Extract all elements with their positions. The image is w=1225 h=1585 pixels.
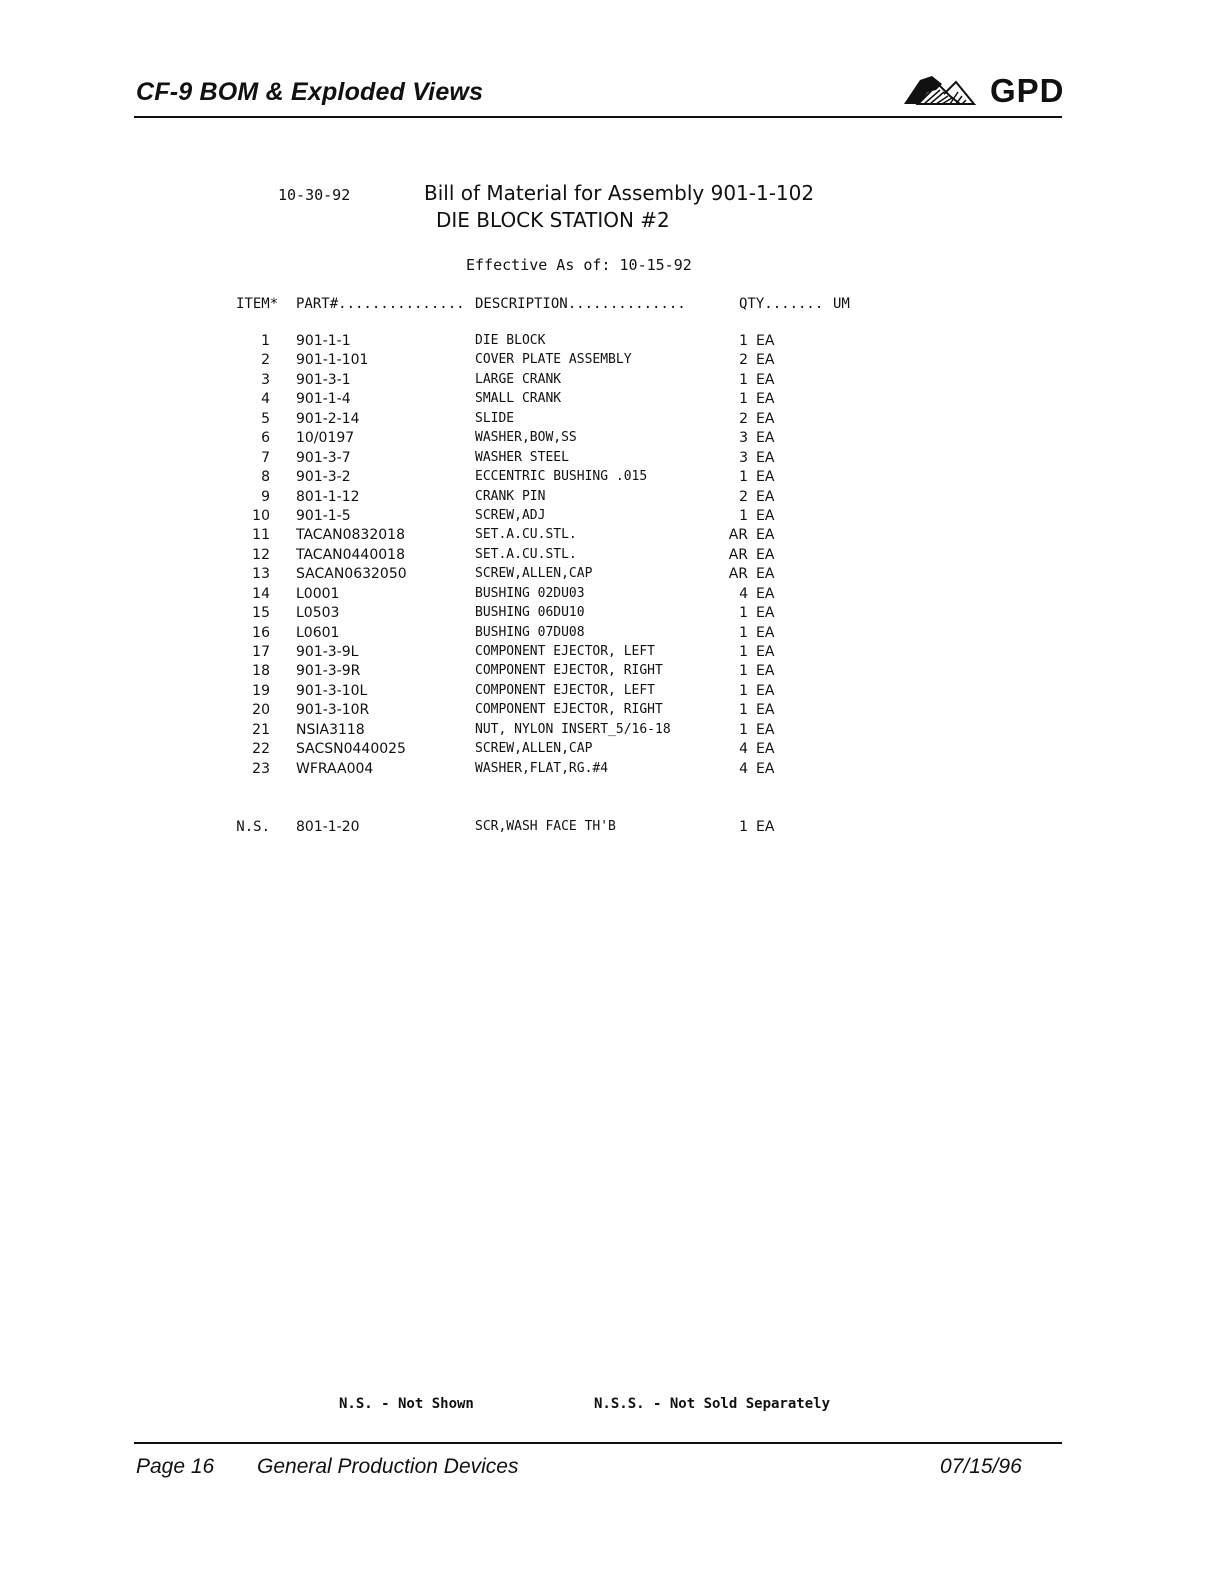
table-row bbox=[0, 702, 1225, 721]
table-row bbox=[0, 450, 1225, 469]
table-row bbox=[0, 489, 1225, 508]
item-number: 15 bbox=[252, 605, 270, 622]
page-number: Page 16 bbox=[136, 1455, 215, 1478]
table-row bbox=[0, 527, 1225, 546]
part-number: TACAN0832018 bbox=[296, 527, 405, 544]
part-description: WASHER,BOW,SS bbox=[475, 430, 577, 446]
quantity: 2 bbox=[739, 410, 748, 427]
ns-qty: 1 bbox=[739, 819, 748, 835]
ns-um: EA bbox=[756, 819, 775, 835]
quantity: 1 bbox=[739, 721, 748, 738]
part-number: 901-3-9L bbox=[296, 644, 359, 660]
table-row bbox=[0, 547, 1225, 566]
table-row bbox=[0, 469, 1225, 488]
unit-of-measure: EA bbox=[756, 682, 775, 699]
item-number: 14 bbox=[252, 585, 270, 602]
part-description: COVER PLATE ASSEMBLY bbox=[475, 352, 632, 368]
part-number: 901-1-5 bbox=[296, 507, 351, 524]
unit-of-measure: EA bbox=[756, 449, 775, 466]
part-description: SCREW,ALLEN,CAP bbox=[475, 741, 593, 757]
table-row bbox=[0, 586, 1225, 605]
unit-of-measure: EA bbox=[756, 371, 775, 388]
unit-of-measure: EA bbox=[756, 585, 775, 602]
unit-of-measure: EA bbox=[756, 644, 775, 660]
bom-date: 10-30-92 bbox=[278, 186, 351, 204]
item-number: 22 bbox=[252, 741, 270, 758]
table-row bbox=[0, 391, 1225, 410]
table-row bbox=[0, 372, 1225, 391]
table-row bbox=[0, 430, 1225, 449]
quantity: 2 bbox=[739, 352, 748, 369]
part-description: COMPONENT EJECTOR, LEFT bbox=[475, 644, 656, 659]
unit-of-measure: EA bbox=[756, 624, 775, 641]
part-description: WASHER STEEL bbox=[475, 449, 569, 465]
table-row bbox=[0, 333, 1225, 352]
unit-of-measure: EA bbox=[756, 430, 775, 447]
quantity: 1 bbox=[739, 702, 748, 719]
not-shown-row bbox=[0, 819, 1225, 838]
part-description: COMPONENT EJECTOR, LEFT bbox=[475, 682, 656, 698]
column-header-um: UM bbox=[833, 296, 850, 312]
unit-of-measure: EA bbox=[756, 702, 775, 719]
item-number: 20 bbox=[252, 702, 270, 719]
bom-title: Bill of Material for Assembly 901-1-102 bbox=[424, 181, 815, 205]
table-row bbox=[0, 625, 1225, 644]
part-description: SET.A.CU.STL. bbox=[475, 546, 577, 562]
unit-of-measure: EA bbox=[756, 488, 775, 505]
table-row bbox=[0, 411, 1225, 430]
quantity: 1 bbox=[739, 469, 748, 486]
part-description: SET.A.CU.STL. bbox=[475, 527, 577, 543]
part-number: 901-3-2 bbox=[296, 469, 351, 486]
part-description: ECCENTRIC BUSHING .015 bbox=[475, 469, 648, 485]
part-description: COMPONENT EJECTOR, RIGHT bbox=[475, 702, 663, 718]
unit-of-measure: EA bbox=[756, 566, 775, 583]
bom-subtitle: DIE BLOCK STATION #2 bbox=[436, 208, 670, 232]
table-row bbox=[0, 566, 1225, 585]
quantity: AR bbox=[728, 546, 748, 563]
part-description: NUT, NYLON INSERT_5/16-18 bbox=[475, 721, 671, 737]
footer-rule bbox=[134, 1442, 1062, 1444]
item-number: 9 bbox=[261, 488, 270, 505]
part-number: 901-3-7 bbox=[296, 449, 351, 466]
unit-of-measure: EA bbox=[756, 352, 775, 369]
legend-not-shown: N.S. - Not Shown bbox=[339, 1396, 474, 1412]
item-number: 5 bbox=[261, 410, 270, 427]
quantity: 1 bbox=[739, 333, 748, 349]
part-number: 901-3-10R bbox=[296, 702, 370, 719]
gpd-mountain-logo-icon bbox=[898, 70, 986, 114]
unit-of-measure: EA bbox=[756, 507, 775, 524]
part-number: SACAN0632050 bbox=[296, 566, 407, 583]
part-number: 10/0197 bbox=[296, 430, 355, 447]
quantity: 1 bbox=[739, 605, 748, 622]
effective-date: Effective As of: 10-15-92 bbox=[466, 256, 692, 274]
part-description: COMPONENT EJECTOR, RIGHT bbox=[475, 663, 663, 679]
quantity: 2 bbox=[739, 488, 748, 505]
quantity: 1 bbox=[739, 624, 748, 641]
unit-of-measure: EA bbox=[756, 410, 775, 427]
part-description: WASHER,FLAT,RG.#4 bbox=[475, 760, 609, 776]
unit-of-measure: EA bbox=[756, 721, 775, 738]
table-row bbox=[0, 761, 1225, 780]
unit-of-measure: EA bbox=[756, 663, 775, 680]
quantity: AR bbox=[728, 566, 748, 583]
gpd-logo bbox=[898, 70, 1065, 114]
quantity: 3 bbox=[739, 430, 748, 447]
item-number: 6 bbox=[261, 430, 270, 447]
item-number: 8 bbox=[261, 469, 270, 486]
part-number: 901-3-1 bbox=[296, 371, 351, 388]
quantity: 1 bbox=[739, 663, 748, 680]
part-number: L0601 bbox=[296, 624, 340, 641]
quantity: 1 bbox=[739, 507, 748, 524]
part-description: CRANK PIN bbox=[475, 488, 546, 504]
item-number: 17 bbox=[252, 644, 270, 660]
unit-of-measure: EA bbox=[756, 760, 775, 777]
part-number: 801-1-12 bbox=[296, 488, 360, 505]
part-description: SMALL CRANK bbox=[475, 391, 562, 407]
unit-of-measure: EA bbox=[756, 391, 775, 408]
logo-text: GPD bbox=[990, 72, 1065, 109]
part-description: BUSHING 06DU10 bbox=[475, 605, 585, 621]
item-number: 3 bbox=[261, 371, 270, 388]
table-row bbox=[0, 722, 1225, 741]
item-number: 11 bbox=[252, 527, 270, 544]
item-number: 23 bbox=[252, 760, 270, 777]
unit-of-measure: EA bbox=[756, 605, 775, 622]
quantity: 3 bbox=[739, 449, 748, 466]
part-number: TACAN0440018 bbox=[296, 546, 405, 563]
item-number: 12 bbox=[252, 546, 270, 563]
ns-item: N.S. bbox=[236, 819, 270, 835]
table-row bbox=[0, 741, 1225, 760]
quantity: 1 bbox=[739, 371, 748, 388]
item-number: 19 bbox=[252, 682, 270, 699]
quantity: 1 bbox=[739, 644, 748, 660]
document-title: CF-9 BOM & Exploded Views bbox=[136, 78, 484, 106]
quantity: 4 bbox=[739, 741, 748, 758]
table-row bbox=[0, 352, 1225, 371]
legend-not-sold-separately: N.S.S. - Not Sold Separately bbox=[594, 1396, 831, 1412]
quantity: 1 bbox=[739, 391, 748, 408]
item-number: 18 bbox=[252, 663, 270, 680]
footer-date: 07/15/96 bbox=[940, 1455, 1022, 1478]
item-number: 4 bbox=[261, 391, 270, 408]
table-row bbox=[0, 683, 1225, 702]
item-number: 21 bbox=[252, 721, 270, 738]
item-number: 13 bbox=[252, 566, 270, 583]
part-number: 901-3-9R bbox=[296, 663, 361, 680]
part-number: SACSN0440025 bbox=[296, 741, 406, 758]
part-number: 901-1-101 bbox=[296, 352, 369, 369]
quantity: 4 bbox=[739, 585, 748, 602]
column-header-description: DESCRIPTION.............. bbox=[475, 296, 686, 312]
ns-description: SCR,WASH FACE TH'B bbox=[475, 819, 616, 834]
part-description: LARGE CRANK bbox=[475, 371, 562, 387]
column-header-qty: QTY....... bbox=[739, 296, 824, 312]
quantity: 4 bbox=[739, 760, 748, 777]
unit-of-measure: EA bbox=[756, 741, 775, 758]
item-number: 7 bbox=[261, 449, 270, 466]
part-number: NSIA3118 bbox=[296, 721, 365, 738]
part-description: SCREW,ALLEN,CAP bbox=[475, 566, 593, 582]
table-row bbox=[0, 605, 1225, 624]
ns-part: 801-1-20 bbox=[296, 819, 360, 835]
item-number: 10 bbox=[252, 507, 270, 524]
part-number: L0001 bbox=[296, 585, 340, 602]
part-number: 901-1-4 bbox=[296, 391, 351, 408]
part-description: SLIDE bbox=[475, 410, 515, 426]
part-description: BUSHING 07DU08 bbox=[475, 624, 585, 640]
quantity: 1 bbox=[739, 682, 748, 699]
part-number: 901-1-1 bbox=[296, 333, 351, 349]
item-number: 16 bbox=[252, 624, 270, 641]
header-rule bbox=[134, 116, 1062, 118]
table-row bbox=[0, 644, 1225, 663]
part-number: L0503 bbox=[296, 605, 340, 622]
part-number: 901-2-14 bbox=[296, 410, 360, 427]
quantity: AR bbox=[728, 527, 748, 544]
item-number: 1 bbox=[261, 333, 270, 349]
unit-of-measure: EA bbox=[756, 333, 775, 349]
table-row bbox=[0, 508, 1225, 527]
part-description: SCREW,ADJ bbox=[475, 507, 546, 523]
part-description: DIE BLOCK bbox=[475, 333, 546, 348]
company-name: General Production Devices bbox=[257, 1455, 519, 1478]
part-number: WFRAA004 bbox=[296, 760, 374, 777]
part-description: BUSHING 02DU03 bbox=[475, 585, 585, 601]
bom-table bbox=[0, 333, 1225, 780]
table-row bbox=[0, 663, 1225, 682]
column-header-item: ITEM* bbox=[236, 296, 279, 312]
unit-of-measure: EA bbox=[756, 546, 775, 563]
column-header-part: PART#............... bbox=[296, 296, 465, 312]
item-number: 2 bbox=[261, 352, 270, 369]
unit-of-measure: EA bbox=[756, 527, 775, 544]
unit-of-measure: EA bbox=[756, 469, 775, 486]
part-number: 901-3-10L bbox=[296, 682, 368, 699]
